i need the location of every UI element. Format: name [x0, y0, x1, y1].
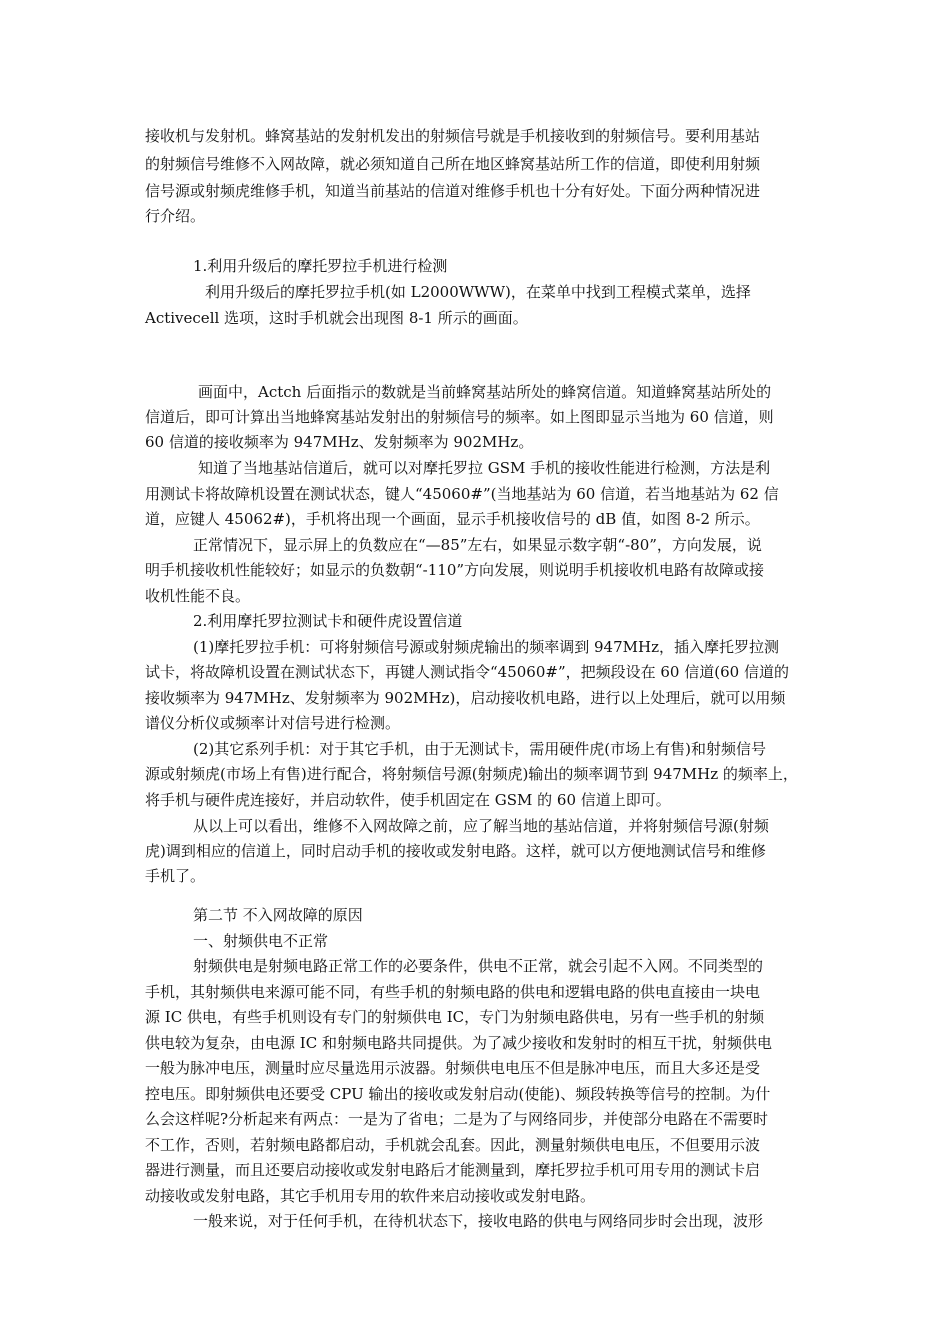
paragraph-line: 收机性能不良。	[145, 587, 251, 605]
paragraph-line: 信号源或射频虎维修手机，知道当前基站的信道对维修手机也十分有好处。下面分两种情况进	[145, 182, 761, 200]
paragraph-line: 行介绍。	[145, 207, 206, 225]
paragraph-line: 供电较为复杂，由电源 IC 和射频电路共同提供。为了减少接收和发射时的相互干扰，射频供电	[145, 1034, 772, 1052]
paragraph-line: 源或射频虎(市场上有售)进行配合，将射频信号源(射频虎)输出的频率调节到 947MHz 的频率上，	[145, 765, 798, 783]
paragraph-line: (2)其它系列手机：对于其它手机，由于无测试卡，需用硬件虎(市场上有售)和射频信号	[193, 740, 766, 758]
paragraph-line: 一般来说，对于任何手机，在待机状态下，接收电路的供电与网络同步时会出现，波形	[193, 1212, 764, 1230]
paragraph-line: 接收机与发射机。蜂窝基站的发射机发出的射频信号就是手机接收到的射频信号。要利用基站	[145, 127, 761, 145]
paragraph-line: 器进行测量，而且还要启动接收或发射电路后才能测量到，摩托罗拉手机可用专用的测试卡启	[145, 1161, 761, 1179]
paragraph-line: 手机了。	[145, 867, 206, 885]
paragraph-line: 么会这样呢?分析起来有两点：一是为了省电；二是为了与网络同步，并使部分电路在不需要时	[145, 1110, 769, 1128]
heading-method-2: 2.利用摩托罗拉测试卡和硬件虎设置信道	[193, 612, 463, 630]
subsection-title: 一、射频供电不正常	[193, 932, 329, 950]
paragraph-line: 动接收或发射电路，其它手机用专用的软件来启动接收或发射电路。	[145, 1187, 596, 1205]
paragraph-line: 虎)调到相应的信道上，同时启动手机的接收或发射电路。这样，就可以方便地测试信号和维修	[145, 842, 766, 860]
paragraph-line: 道，应键人 45062#)，手机将出现一个画面，显示手机接收信号的 dB 值，如图 8-2 所示。	[145, 510, 760, 528]
section-title: 第二节 不入网故障的原因	[193, 906, 363, 924]
heading-method-1: 1.利用升级后的摩托罗拉手机进行检测	[193, 257, 448, 275]
paragraph-line: 试卡，将故障机设置在测试状态下，再键人测试指令“45060#”，把频段设在 60 信道(60 信道的	[145, 663, 789, 681]
paragraph-line: 一般为脉冲电压，测量时应尽量选用示波器。射频供电电压不但是脉冲电压，而且大多还是受	[145, 1059, 761, 1077]
paragraph-line: 知道了当地基站信道后，就可以对摩托罗拉 GSM 手机的接收性能进行检测，方法是利	[198, 459, 771, 477]
paragraph-line: 画面中，Actch 后面指示的数就是当前蜂窝基站所处的蜂窝信道。知道蜂窝基站所处的	[198, 383, 772, 401]
paragraph-line: Activecell 选项，这时手机就会出现图 8-1 所示的画面。	[145, 309, 528, 327]
paragraph-line: 正常情况下，显示屏上的负数应在“—85”左右，如果显示数字朝“-80”，方向发展，说	[193, 536, 762, 554]
paragraph-line: 用测试卡将故障机设置在测试状态，键人“45060#”(当地基站为 60 信道，若当地基站为 62 信	[145, 485, 779, 503]
paragraph-line: 源 IC 供电，有些手机则设有专门的射频供电 IC，专门为射频电路供电，另有一些手机的射频	[145, 1008, 765, 1026]
paragraph-line: 利用升级后的摩托罗拉手机(如 L2000WWW)，在菜单中找到工程模式菜单，选择	[205, 283, 751, 301]
paragraph-line: 不工作，否则，若射频电路都启动，手机就会乱套。因此，测量射频供电电压，不但要用示波	[145, 1136, 761, 1154]
paragraph-line: 接收频率为 947MHz、发射频率为 902MHz)，启动接收机电路，进行以上处理后，就可以用频	[145, 689, 786, 707]
paragraph-line: 60 信道的接收频率为 947MHz、发射频率为 902MHz。	[145, 433, 534, 451]
paragraph-line: 明手机接收机性能较好；如显示的负数朝“-110”方向发展，则说明手机接收机电路有故障或接	[145, 561, 765, 579]
paragraph-line: 射频供电是射频电路正常工作的必要条件，供电不正常，就会引起不入网。不同类型的	[193, 957, 764, 975]
paragraph-line: 将手机与硬件虎连接好，并启动软件，使手机固定在 GSM 的 60 信道上即可。	[145, 791, 671, 809]
paragraph-line: 谱仪分析仪或频率计对信号进行检测。	[145, 714, 401, 732]
paragraph-line: 控电压。即射频供电还要受 CPU 输出的接收或发射启动(使能)、频段转换等信号的控制。为什	[145, 1085, 771, 1103]
paragraph-line: 手机，其射频供电来源可能不同，有些手机的射频电路的供电和逻辑电路的供电直接由一块电	[145, 983, 761, 1001]
paragraph-line: (1)摩托罗拉手机：可将射频信号源或射频虎输出的频率调到 947MHz，插入摩托罗拉测	[193, 638, 779, 656]
paragraph-line: 从以上可以看出，维修不入网故障之前，应了解当地的基站信道，并将射频信号源(射频	[193, 817, 769, 835]
paragraph-line: 信道后，即可计算出当地蜂窝基站发射出的射频信号的频率。如上图即显示当地为 60 信道，则	[145, 408, 774, 426]
paragraph-line: 的射频信号维修不入网故障，就必须知道自己所在地区蜂窝基站所工作的信道，即使利用射频	[145, 155, 761, 173]
